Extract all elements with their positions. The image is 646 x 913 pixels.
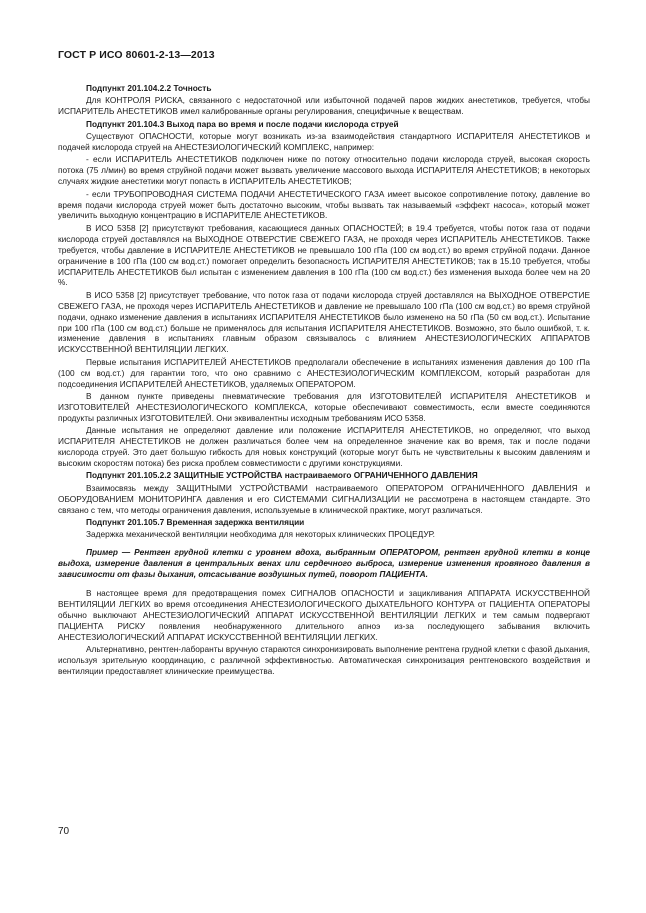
paragraph: В ИСО 5358 [2] присутствует требование, что поток газа от подачи кислорода струей доставлялся на ВЫХОДНОЕ ОТВЕРСТИЕ СВЕЖЕГО ГАЗА, не проходя через ИСПАРИТЕЛЬ АНЕСТЕТИКОВ и давление не превышало 100 гПа (100 см вод.ст.) во время струйной подачи, однако изменение давления в испытаниях ИСПАРИТЕЛЯ АНЕСТЕТИКОВ было изменено на 50 гПа (50 см вод.ст.). Испытание при 100 гПа (100 см вод.ст.) больше не применялось для испытания ИСПАРИТЕЛЯ АНЕСТЕТИКОВ. Возможно, это было ошибкой, т. к. изменение давления в испытаниях главным образом связывалось с влиянием АНЕСТЕЗИОЛОГИЧЕСКИХ АППАРАТОВ ИСКУССТВЕННОЙ ВЕНТИЛЯЦИИ ЛЕГКИХ. (58, 289, 590, 355)
example-note: Пример — Рентген грудной клетки с уровнем вдоха, выбранным ОПЕРАТОРОМ, рентген грудной клетки в конце выдоха, измерение давления в центральных венах или сердечного выброса, измерение изменения кровяного давления в зависимости от фазы дыхания, отсасывание воздушных путей, поворот ПАЦИЕНТА. (58, 547, 590, 580)
page-number: 70 (58, 826, 70, 837)
subclause-heading-protective-devices: Подпункт 201.105.2.2 ЗАЩИТНЫЕ УСТРОЙСТВА настраиваемого ОГРАНИЧЕННОГО ДАВЛЕНИЯ (86, 470, 478, 481)
subclause-heading-vapour-output: Подпункт 201.104.3 Выход пара во время и после подачи кислорода струей (86, 118, 399, 129)
list-item: - если ИСПАРИТЕЛЬ АНЕСТЕТИКОВ подключен ниже по потоку относительно подачи кислорода струей, высокая скорость потока (75 л/мин) во время струйной подачи может вызвать увеличение массового выхода ИСПАРИТЕЛЯ АНЕСТЕТИКОВ; в некоторых случаях жидкие анестетики могут попасть в ИСПАРИТЕЛЬ АНЕСТЕТИКОВ; (58, 154, 590, 187)
paragraph: Взаимосвязь между ЗАЩИТНЫМИ УСТРОЙСТВАМИ настраиваемого ОПЕРАТОРОМ ОГРАНИЧЕННОГО ДАВЛЕНИЯ и ОБОРУДОВАНИЕМ МОНИТОРИНГА давления и его СИСТЕМАМИ СИГНАЛИЗАЦИИ не рассмотрена в настоящем стандарте. Это связано с тем, что методы ограничения давления, используемые в клинической практике, могут различаться. (58, 482, 590, 515)
paragraph: В ИСО 5358 [2] присутствуют требования, касающиеся данных ОПАСНОСТЕЙ; в 19.4 требуется, чтобы поток газа от подачи кислорода струей доставлялся на ВЫХОДНОЕ ОТВЕРСТИЕ СВЕЖЕГО ГАЗА, не проходя через ИСПАРИТЕЛЬ АНЕСТЕТИКОВ. Также требуется, чтобы давление в ИСПАРИТЕЛЕ АНЕСТЕТИКОВ не превышало 100 гПа (100 см вод.ст.) во время струйной подачи. Данное ограничение в 100 гПа (100 см вод.ст.) помогает определить безопасность ИСПАРИТЕЛЯ АНЕСТЕТИКОВ; так в 15.10 требуется, чтобы ИСПАРИТЕЛЬ АНЕСТЕТИКОВ был испытан с изменением давления в 100 гПа (100 см вод.ст.) без изменения выхода более чем на 20 %. (58, 222, 590, 288)
paragraph: В настоящее время для предотвращения помех СИГНАЛОВ ОПАСНОСТИ и зацикливания АППАРАТА ИСКУССТВЕННОЙ ВЕНТИЛЯЦИИ ЛЕГКИХ во время отсоединения АНЕСТЕЗИОЛОГИЧЕСКОГО ДЫХАТЕЛЬНОГО КОНТУРА от ПАЦИЕНТА ОПЕРАТОРЫ обычно выключают АНЕСТЕЗИОЛОГИЧЕСКИЙ АППАРАТ ИСКУССТВЕННОЙ ВЕНТИЛЯЦИИ ЛЕГКИХ и тем самым подвергают ПАЦИЕНТА РИСКУ появления необнаруженного длительного апноэ из-за последующего забывания включить АНЕСТЕЗИОЛОГИЧЕСКИЙ АППАРАТ ИСКУССТВЕННОЙ ВЕНТИЛЯЦИИ ЛЕГКИХ. (58, 587, 590, 642)
document-header: ГОСТ Р ИСО 80601-2-13—2013 (58, 49, 215, 61)
paragraph: Данные испытания не определяют давление или положение ИСПАРИТЕЛЯ АНЕСТЕТИКОВ, но определяют, что выход ИСПАРИТЕЛЯ АНЕСТЕТИКОВ не должен различаться более чем на определенное значение как во время, так и после подачи кислорода струей. Это дает большую гибкость для новых конструкций (которые могут быть не чувствительны к высоким давлениям и высоким скоростям потока) без риска проблем совместимости с другими конструкциями. (58, 425, 590, 468)
paragraph: Задержка механической вентиляции необходима для некоторых клинических ПРОЦЕДУР. (86, 529, 435, 540)
subclause-heading-accuracy: Подпункт 201.104.2.2 Точность (86, 83, 212, 93)
list-item: - если ТРУБОПРОВОДНАЯ СИСТЕМА ПОДАЧИ АНЕСТЕТИЧЕСКОГО ГАЗА имеет высокое сопротивление потоку, давление во время подачи кислорода струей может быть достаточно высоким, чтобы вызвать так называемый «эффект насоса», который может увеличить выходную концентрацию в ИСПАРИТЕЛЕ АНЕСТЕТИКОВ. (58, 188, 590, 221)
subclause-heading-ventilation-delay: Подпункт 201.105.7 Временная задержка вентиляции (86, 516, 305, 527)
paragraph: Первые испытания ИСПАРИТЕЛЕЙ АНЕСТЕТИКОВ предполагали обеспечение в испытаниях изменения давления до 100 гПа (100 см вод.ст.) для гарантии того, что оно сравнимо с АНЕСТЕЗИОЛОГИЧЕСКИМ КОМПЛЕКСОМ, который разработан для подсоединения ИСПАРИТЕЛЕЙ АНЕСТЕТИКОВ, удаляемых ОПЕРАТОРОМ. (58, 356, 590, 389)
document-body (58, 83, 590, 678)
paragraph: Существуют ОПАСНОСТИ, которые могут возникать из-за взаимодействия стандартного ИСПАРИТЕЛЯ АНЕСТЕТИКОВ и подачей кислорода струей на АНЕСТЕЗИОЛОГИЧЕСКИЙ КОМПЛЕКС, например: (58, 131, 590, 153)
paragraph: В данном пункте приведены пневматические требования для ИЗГОТОВИТЕЛЕЙ ИСПАРИТЕЛЯ АНЕСТЕТИКОВ и ИЗГОТОВИТЕЛЕЙ АНЕСТЕЗИОЛОГИЧЕСКОГО КОМПЛЕКСА, которые обеспечивают совместимость, если вместе соединяются продукты различных ИЗГОТОВИТЕЛЕЙ. Они эквивалентны исходным требованиям ИСО 5358. (58, 390, 590, 423)
paragraph: Для КОНТРОЛЯ РИСКА, связанного с недостаточной или избыточной подачей паров жидких анестетиков, требуется, чтобы ИСПАРИТЕЛЬ АНЕСТЕТИКОВ имел калиброванные органы регулирования, специфичные к веществам. (58, 95, 590, 117)
paragraph: Альтернативно, рентген-лаборанты вручную стараются синхронизировать выполнение рентгена грудной клетки с фазой дыхания, используя зрительную координацию, с различной эффективностью. Автоматическая синхронизация рентгеновского воздействия и вентиляции предоставляет клинические преимущества. (58, 644, 590, 676)
